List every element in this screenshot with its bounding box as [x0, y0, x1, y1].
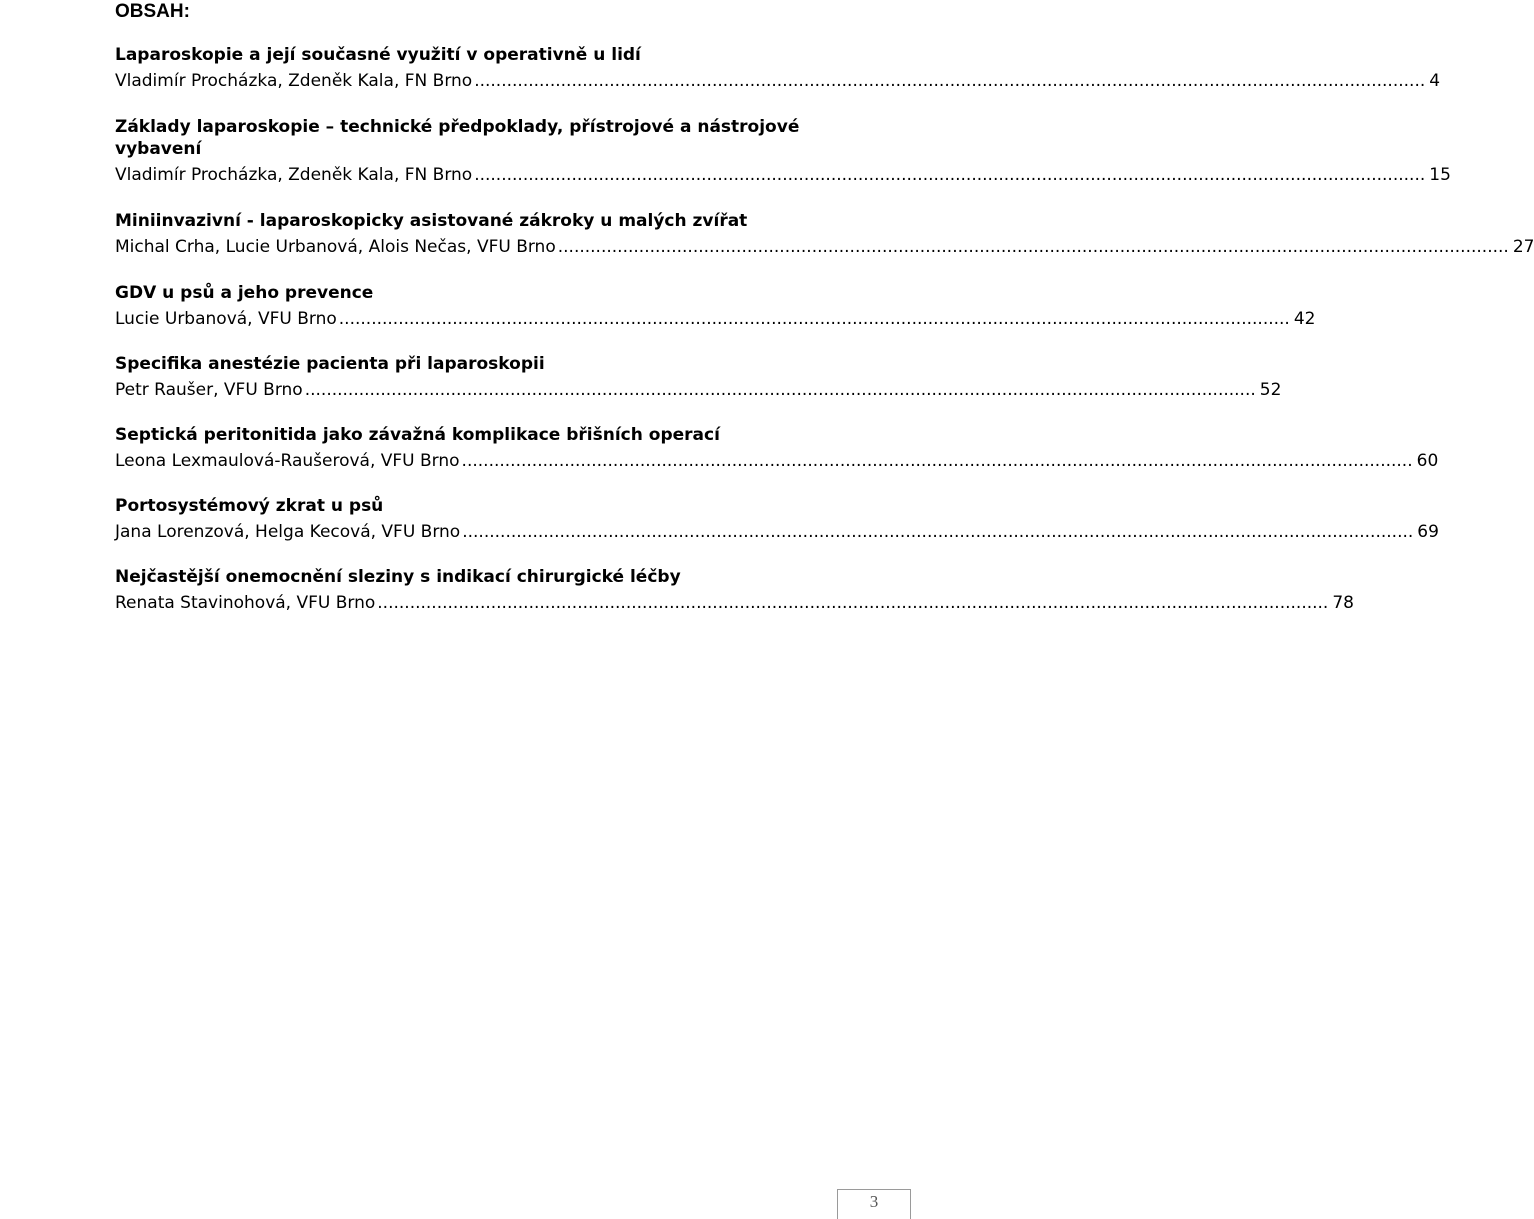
toc-entry-title: Miniinvazivní - laparoskopicky asistované zákroky u malých zvířat — [115, 211, 748, 231]
dot-leader: ................................................................................................................................................................................ — [304, 380, 1256, 400]
toc-entry-title: Základy laparoskopie – technické předpoklady, přístrojové a nástrojové vybavení — [115, 117, 800, 159]
toc-entry-title: Portosystémový zkrat u psů — [115, 496, 384, 516]
toc-entry-authors: Renata Stavinohová, VFU Brno — [115, 593, 376, 613]
toc-entry-page-number: 69 — [1417, 522, 1439, 542]
toc-entry-line — [115, 592, 1354, 614]
toc-entry-title: Nejčastější onemocnění sleziny s indikací chirurgické léčby — [115, 567, 681, 587]
toc-entry — [115, 495, 1439, 543]
toc-entry-title: Laparoskopie a její současné využití v operativně u lidí — [115, 45, 641, 65]
toc-entry — [115, 566, 1354, 614]
toc-entry — [115, 210, 1534, 258]
toc-entry-authors: Lucie Urbanová, VFU Brno — [115, 309, 337, 329]
toc-entry-authors: Vladimír Procházka, Zdeněk Kala, FN Brno — [115, 71, 473, 91]
toc-entry-authors: Petr Raušer, VFU Brno — [115, 380, 303, 400]
toc-entry-line — [115, 379, 1282, 401]
toc-entry-line — [115, 164, 1451, 186]
toc-entry-line — [115, 70, 1441, 92]
toc-entry-page-number: 52 — [1259, 380, 1282, 400]
toc-entry-line — [115, 236, 1534, 258]
toc-entry-line — [115, 521, 1439, 543]
dot-leader: ................................................................................................................................................................................ — [462, 522, 1414, 542]
toc-entry — [115, 116, 1451, 186]
dot-leader: ................................................................................................................................................................................ — [474, 71, 1426, 91]
toc-entry-authors: Vladimír Procházka, Zdeněk Kala, FN Brno — [115, 165, 473, 185]
page-number: 3 — [869, 1192, 879, 1211]
toc-entry — [115, 424, 1439, 472]
dot-leader: ................................................................................................................................................................................ — [461, 451, 1413, 471]
toc-entry-line — [115, 308, 1316, 330]
toc-entry-line — [115, 450, 1439, 472]
toc-entry — [115, 282, 1316, 330]
toc-entry-authors: Michal Crha, Lucie Urbanová, Alois Nečas, VFU Brno — [115, 237, 556, 257]
toc-entry-page-number: 42 — [1293, 309, 1316, 329]
toc-entry-page-number: 78 — [1332, 593, 1354, 613]
dot-leader: ................................................................................................................................................................................ — [338, 309, 1290, 329]
toc-entry-authors: Leona Lexmaulová-Raušerová, VFU Brno — [115, 451, 460, 471]
dot-leader: ................................................................................................................................................................................ — [474, 165, 1426, 185]
toc-entry-title: GDV u psů a jeho prevence — [115, 283, 374, 303]
dot-leader: ................................................................................................................................................................................ — [377, 593, 1329, 613]
dot-leader: ................................................................................................................................................................................ — [557, 237, 1509, 257]
toc-entry-title: Septická peritonitida jako závažná komplikace břišních operací — [115, 425, 720, 445]
toc-entry-authors: Jana Lorenzová, Helga Kecová, VFU Brno — [115, 522, 461, 542]
contents-heading: OBSAH: — [115, 1, 190, 22]
toc-entry-page-number: 15 — [1429, 165, 1451, 185]
toc-entry — [115, 44, 1441, 92]
toc-entry-page-number: 4 — [1429, 71, 1441, 91]
toc-entry-page-number: 27 — [1512, 237, 1534, 257]
toc-entry-title: Specifika anestézie pacienta při laparoskopii — [115, 354, 545, 374]
toc-entry — [115, 353, 1282, 401]
toc-entry-page-number: 60 — [1416, 451, 1439, 471]
page-number-box — [837, 1189, 911, 1219]
